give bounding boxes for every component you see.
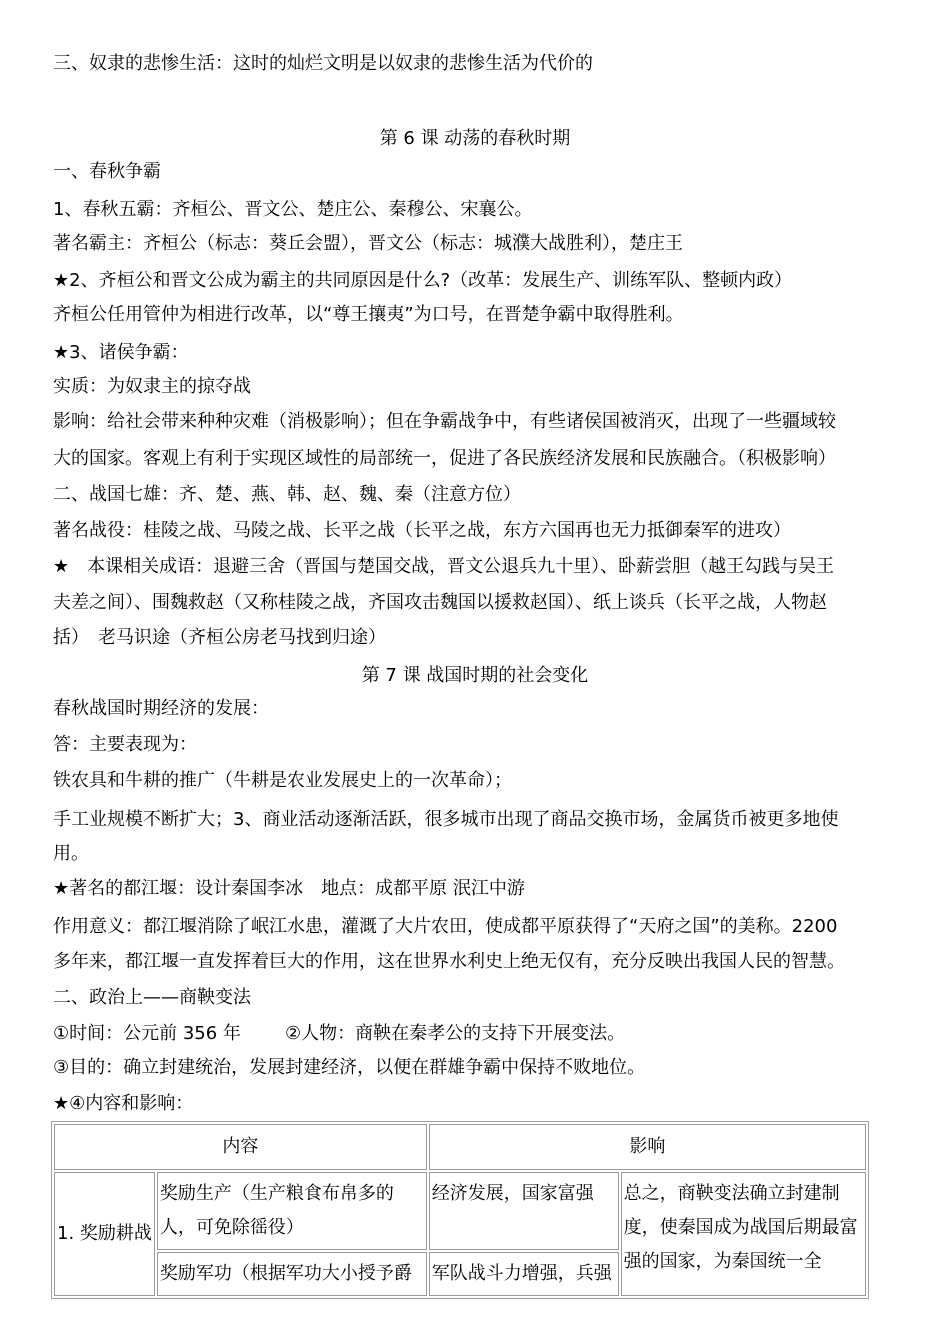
table-header-row xyxy=(54,1124,866,1170)
text-line: ★④内容和影响： xyxy=(53,1093,194,1114)
table-cell: 经济发展，国家富强 xyxy=(429,1172,619,1250)
text-line xyxy=(53,1022,625,1046)
text-line: 三、奴隶的悲惨生活：这时的灿烂文明是以奴隶的悲惨生活为代价的 xyxy=(53,53,593,74)
text-line: 春秋战国时期经济的发展： xyxy=(53,698,269,719)
text-line: 影响：给社会带来种种灾难（消极影响）；但在争霸战争中，有些诸侯国被消灭，出现了一些疆域较 xyxy=(53,411,836,432)
text-line: 答：主要表现为： xyxy=(53,734,197,755)
section-heading: 二、战国七雄：齐、楚、燕、韩、赵、魏、秦（注意方位） xyxy=(53,484,521,505)
reform-time: ①时间：公元前 356 年 xyxy=(53,1023,241,1044)
text-line: 夫差之间）、围魏救赵（又称桂陵之战，齐国攻击魏国以援救赵国）、纸上谈兵（长平之战，人物赵 xyxy=(53,592,827,613)
text-line: 实质：为奴隶主的掠夺战 xyxy=(53,376,251,397)
text-line: ★3、诸侯争霸： xyxy=(53,342,189,363)
lesson-6-title: 第 6 课 动荡的春秋时期 xyxy=(379,128,571,149)
summary-cell: 总之，商鞅变法确立封建制度，使秦国成为战国后期最富强的国家，为秦国统一全 xyxy=(621,1172,866,1296)
table-cell: 奖励军功（根据军功大小授予爵 xyxy=(157,1252,427,1296)
table-cell: 军队战斗力增强，兵强 xyxy=(429,1252,619,1296)
text-line: ★著名的都江堰：设计秦国李冰 地点：成都平原 泯江中游 xyxy=(53,878,525,899)
row-label: 1. 奖励耕战 xyxy=(54,1172,155,1296)
text-line: 齐桓公任用管仲为相进行改革，以“尊王攘夷”为口号，在晋楚争霸中取得胜利。 xyxy=(53,304,684,325)
section-heading: 一、春秋争霸 xyxy=(53,161,161,182)
table-cell: 奖励生产（生产粮食布帛多的人，可免除徭役） xyxy=(157,1172,427,1250)
reform-table xyxy=(51,1121,869,1299)
text-line: ★2、齐桓公和晋文公成为霸主的共同原因是什么?（改革：发展生产、训练军队、整顿内政） xyxy=(53,270,793,291)
header-effect: 影响 xyxy=(429,1124,866,1170)
text-line: 括） 老马识途（齐桓公房老马找到归途） xyxy=(53,627,386,648)
table-row xyxy=(54,1172,866,1250)
text-line: 大的国家。客观上有利于实现区域性的局部统一，促进了各民族经济发展和民族融合。（积极影响） xyxy=(53,448,836,469)
text-line: 著名战役：桂陵之战、马陵之战、长平之战（长平之战，东方六国再也无力抵御秦军的进攻） xyxy=(53,520,791,541)
text-line: ★ 本课相关成语：退避三舍（晋国与楚国交战，晋文公退兵九十里）、卧薪尝胆（越王勾践与吴王 xyxy=(53,556,835,577)
text-line: 作用意义：都江堰消除了岷江水患，灌溉了大片农田，使成都平原获得了“天府之国”的美称。2200 xyxy=(53,916,838,937)
section-heading: 二、政治上——商鞅变法 xyxy=(53,987,251,1008)
lesson-7-title: 第 7 课 战国时期的社会变化 xyxy=(361,665,589,686)
text-line: 铁农具和牛耕的推广（牛耕是农业发展史上的一次革命）； xyxy=(53,770,512,791)
reform-person: ②人物：商鞅在秦孝公的支持下开展变法。 xyxy=(284,1023,626,1044)
text-line: 多年来，都江堰一直发挥着巨大的作用，这在世界水利史上绝无仅有，充分反映出我国人民的智慧。 xyxy=(53,951,845,972)
text-line: 手工业规模不断扩大；3、商业活动逐渐活跃，很多城市出现了商品交换市场，金属货币被更多地使 xyxy=(53,809,839,830)
text-line: ③目的：确立封建统治，发展封建经济，以便在群雄争霸中保持不败地位。 xyxy=(53,1057,646,1078)
header-content: 内容 xyxy=(54,1124,427,1170)
text-line: 1、春秋五霸：齐桓公、晋文公、楚庄公、秦穆公、宋襄公。 xyxy=(53,199,533,220)
text-line: 用。 xyxy=(53,843,89,864)
text-line: 著名霸主：齐桓公（标志：葵丘会盟），晋文公（标志：城濮大战胜利），楚庄王 xyxy=(53,233,683,254)
